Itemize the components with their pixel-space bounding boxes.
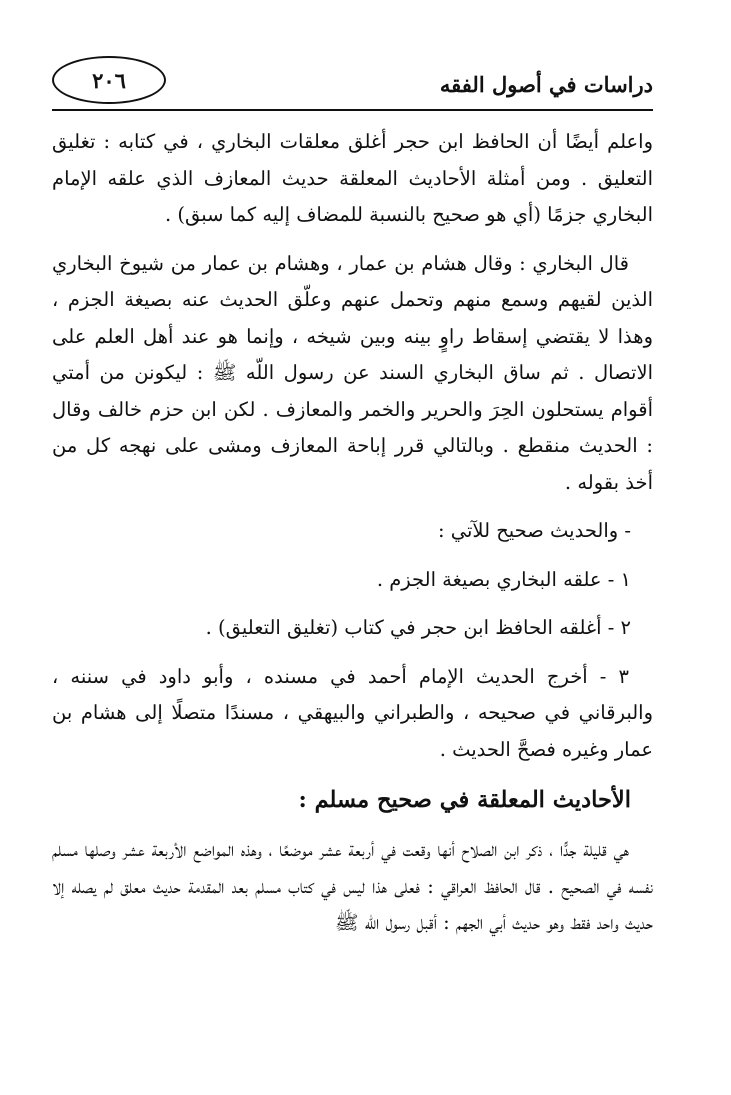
paragraph: هي قليلة جدًّا ، ذكر ابن الصلاح أنها وقعت في أربعة عشر موضعًا ، وهذه المواضع الأربعة عشر وصلها مسلم نفسه في الصحيح . قال الحافظ العراقي : فعلى هذا ليس في كتاب مسلم بعد المقدمة حديث معلق لم يصله إلا حديث واحد فقط وهو حديث أبي الجهم : أقبل رسول اللّه ﷺ [52, 838, 653, 934]
header-rule [52, 109, 653, 111]
list-intro: - والحديث صحيح للآتي : [437, 519, 631, 542]
section-heading: الأحاديث المعلقة في صحيح مسلم : [298, 787, 631, 813]
paragraph-gap [52, 234, 653, 246]
paragraph-gap [52, 550, 653, 562]
list-item: ١ - علقه البخاري بصيغة الجزم . [376, 567, 631, 591]
paragraph: واعلم أيضًا أن الحافظ ابن حجر أغلق معلقات البخاري ، في كتابه : تغليق التعليق . ومن أمثلة الأحاديث المعلقة حديث المعازف الذي علقه الإمام البخاري جزمًا (أي هو صحيح بالنسبة للمضاف إليه كما سبق) . [52, 130, 653, 226]
main-text [52, 124, 653, 942]
list-item: ٣ - أخرج الحديث الإمام أحمد في مسنده ، وأبو داود في سننه ، والبرقاني في صحيحه ، والطبراني والبيهقي ، مسندًا متصلًا إلى هشام بن عمار وغيره فصحَّ الحديث . [52, 664, 653, 761]
running-title: دراسات في أصول الفقه [439, 71, 653, 97]
page-number: ٢٠٦ [52, 56, 166, 104]
paragraph: قال البخاري : وقال هشام بن عمار ، وهشام بن عمار من شيوخ البخاري الذين لقيهم وسمع منهم وتحمل عنهم وعلّق الحديث عنه بصيغة الجزم ، وهذا لا يقتضي إسقاط راوٍ بينه وبين شيخه ، وإنما هو عند أهل العلم على الاتصال . ثم ساق البخاري السند عن رسول اللّه ﷺ : ليكونن من أمتي أقوام يستحلون الحِرَ والحرير والخمر والمعازف . لكن ابن حزم خالف وقال : الحديث منقطع . وبالتالي قرر إباحة المعازف ومشى على نهجه كل من أخذ بقوله . [52, 251, 653, 494]
paragraph-gap [52, 647, 653, 659]
page-header [52, 60, 653, 108]
paragraph-gap [52, 820, 653, 832]
paragraph-gap [52, 501, 653, 513]
paragraph-gap [52, 598, 653, 610]
list-item: ٢ - أغلقه الحافظ ابن حجر في كتاب (تغليق التعليق) . [205, 616, 631, 639]
paragraph-gap [52, 768, 653, 780]
